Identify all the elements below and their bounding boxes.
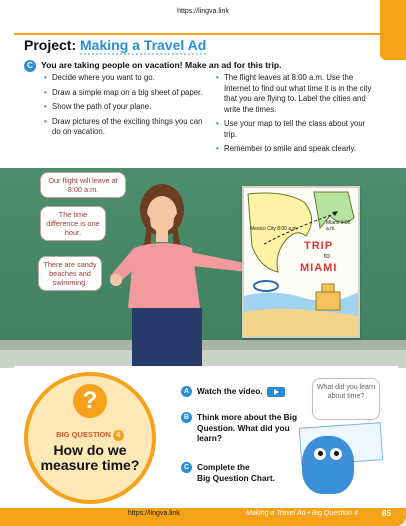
right-bullet-list xyxy=(216,73,376,159)
play-video-icon[interactable] xyxy=(267,387,285,397)
thought-bubble: What did you learn about time? xyxy=(312,378,380,420)
corner-tab xyxy=(380,0,406,60)
header-url[interactable]: https://lingva.link xyxy=(177,8,229,15)
speech-bubble: The time difference is one hour. xyxy=(40,206,106,241)
question-mark-icon: ? xyxy=(73,384,107,418)
bullet-item: • Draw a simple map on a big sheet of paper. xyxy=(44,88,204,99)
footer-reference: Making a Travel Ad • Big Question 4 xyxy=(246,510,358,517)
bullet-item: • Use your map to tell the class about your trip. xyxy=(216,119,376,140)
title-main: Making a Travel Ad xyxy=(80,37,207,53)
section-c-badge: C xyxy=(24,60,36,72)
poster-trip: TRIP xyxy=(304,240,334,252)
poster-miami: MIAMI xyxy=(300,262,338,274)
step-b-badge: B xyxy=(181,412,192,423)
big-question-number: 4 xyxy=(113,430,124,441)
poster-to: to xyxy=(324,253,330,260)
mascot-eye xyxy=(314,448,326,460)
page-number: 85 xyxy=(382,509,391,518)
speech-bubble: There are sandy beaches and swimming. xyxy=(38,256,102,291)
bullet-item: • Show the path of your plane. xyxy=(44,102,204,113)
mascot-icon xyxy=(302,436,354,494)
big-question-caption: BIG QUESTION xyxy=(56,430,111,439)
big-question-label xyxy=(24,430,156,441)
poster-label-origin: Mexico City 8:00 a.m. xyxy=(250,226,299,232)
title-prefix: Project: xyxy=(24,37,77,53)
step-a-badge: A xyxy=(181,386,192,397)
footer-url[interactable]: https://lingva.link xyxy=(128,510,180,517)
bullet-item: • Remember to smile and speak clearly. xyxy=(216,144,376,155)
travel-ad-poster xyxy=(242,186,360,338)
big-question-text: How do we measure time? xyxy=(40,442,140,473)
step-c-prefix: Complete the xyxy=(197,462,250,472)
bullet-item: • The flight leaves at 8:00 a.m. Use the Internet to find out what time it is in the city that you are flying to. Label the cities and write the times. xyxy=(216,73,376,115)
step-b-text: Think more about the Big Question. What did you learn? xyxy=(197,412,298,443)
bullet-item: • Decide where you want to go. xyxy=(44,73,204,84)
step-c-badge: C xyxy=(181,462,192,473)
step-a-text xyxy=(197,386,315,397)
top-rule xyxy=(14,33,392,35)
step-c-bold: Big Question Chart. xyxy=(197,472,275,483)
watch-video-label: Watch the video. xyxy=(197,386,263,396)
poster-label-destination: Miami 9:00 a.m. xyxy=(326,220,351,232)
page-title xyxy=(24,37,206,53)
bullet-item: • Draw pictures of the exciting things you can do on vacation. xyxy=(44,117,204,138)
speech-bubble: Our flight will leave at 8:00 a.m. xyxy=(40,172,126,198)
mascot-eye xyxy=(330,448,342,460)
left-bullet-list xyxy=(44,73,204,142)
section-c-intro: You are taking people on vacation! Make an ad for this trip. xyxy=(41,60,282,70)
step-c-text xyxy=(197,462,315,483)
